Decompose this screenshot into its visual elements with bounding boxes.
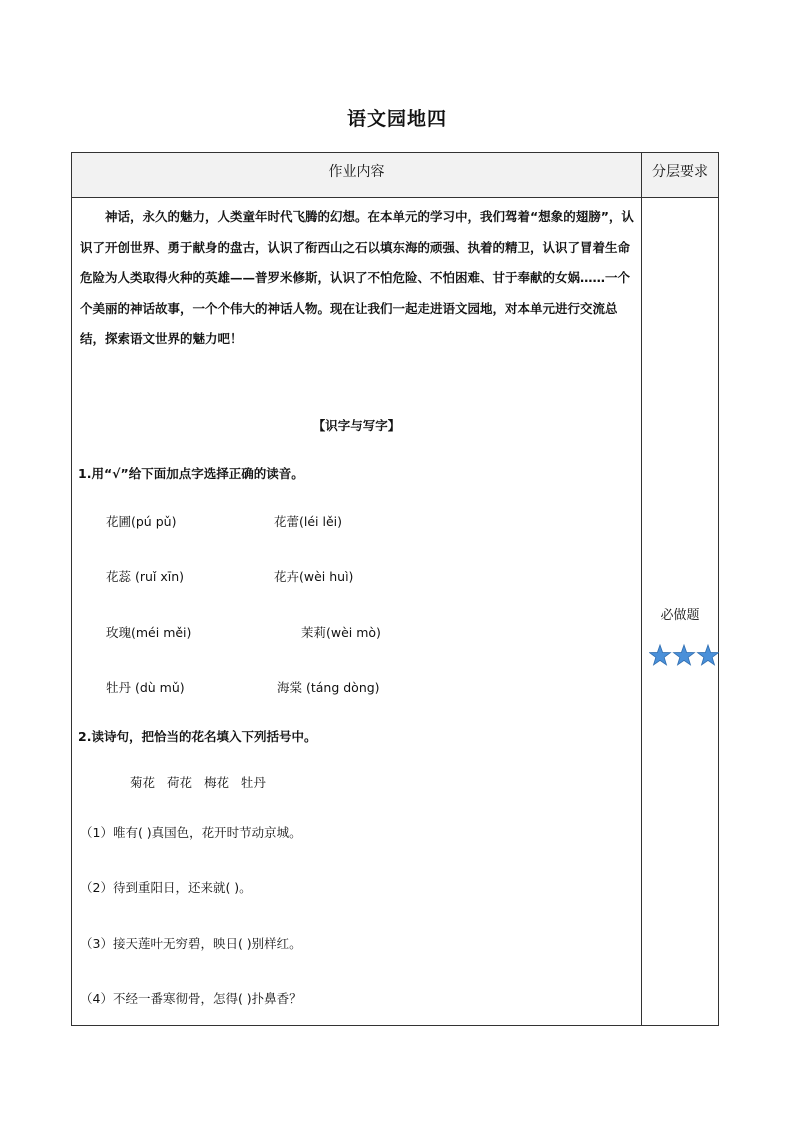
header-content: 作业内容 <box>328 164 385 180</box>
intro-paragraph: 神话，永久的魅力，人类童年时代飞腾的幻想。在本单元的学习中，我们驾着“想象的翅膀”，认识了开创世界、勇于献身的盘古，认识了衔西山之石以填东海的顽强、执着的精卫，认识了冒着生命危险为人类取得火种的英雄——普罗米修斯，认识了不怕危险、不怕困难、甘于奉献的女娲……一个个美丽的神话故事，一个个伟大的神话人物。现在让我们一起走进语文园地，对本单元进行交流总结，探索语文世界的魅力吧！ <box>80 209 634 346</box>
q1-item: 花蕾(léi lěi) <box>274 514 342 529</box>
q2-title: 2.读诗句，把恰当的花名填入下列括号中。 <box>78 729 317 744</box>
q2-word-bank: 菊花 荷花 梅花 牡丹 <box>130 775 266 790</box>
q2-line: （3）接天莲叶无穷碧，映日( )别样红。 <box>80 936 302 951</box>
table-header <box>72 153 718 198</box>
q2-line: （1）唯有( )真国色，花开时节动京城。 <box>80 825 302 840</box>
q1-item: 海棠 (táng dòng) <box>277 680 380 695</box>
star-icon <box>650 645 671 665</box>
q1-item: 牡丹 (dù mǔ) <box>106 680 185 695</box>
star-icon <box>698 645 719 665</box>
q1-item: 茉莉(wèi mò) <box>301 625 381 640</box>
q2-line: （4）不经一番寒彻骨，怎得( )扑鼻香？ <box>80 991 302 1006</box>
section-heading: 【识字与写字】 <box>312 418 401 433</box>
page-title: 语文园地四 <box>346 108 447 130</box>
q1-item: 花圃(pú pǔ) <box>106 514 177 529</box>
q2-line: （2）待到重阳日，还来就( )。 <box>80 880 252 895</box>
homework-table <box>71 152 719 1026</box>
requirement-label: 必做题 <box>660 608 700 623</box>
q1-item: 花蕊 (ruǐ xīn) <box>106 569 185 584</box>
difficulty-stars <box>649 641 719 669</box>
q1-title: 1.用“√”给下面加点字选择正确的读音。 <box>78 466 304 481</box>
q1-item: 玫瑰(méi měi) <box>106 625 192 640</box>
header-level: 分层要求 <box>652 164 708 180</box>
column-divider <box>641 153 642 1025</box>
q1-item: 花卉(wèi huì) <box>274 569 354 584</box>
star-icon <box>674 645 695 665</box>
